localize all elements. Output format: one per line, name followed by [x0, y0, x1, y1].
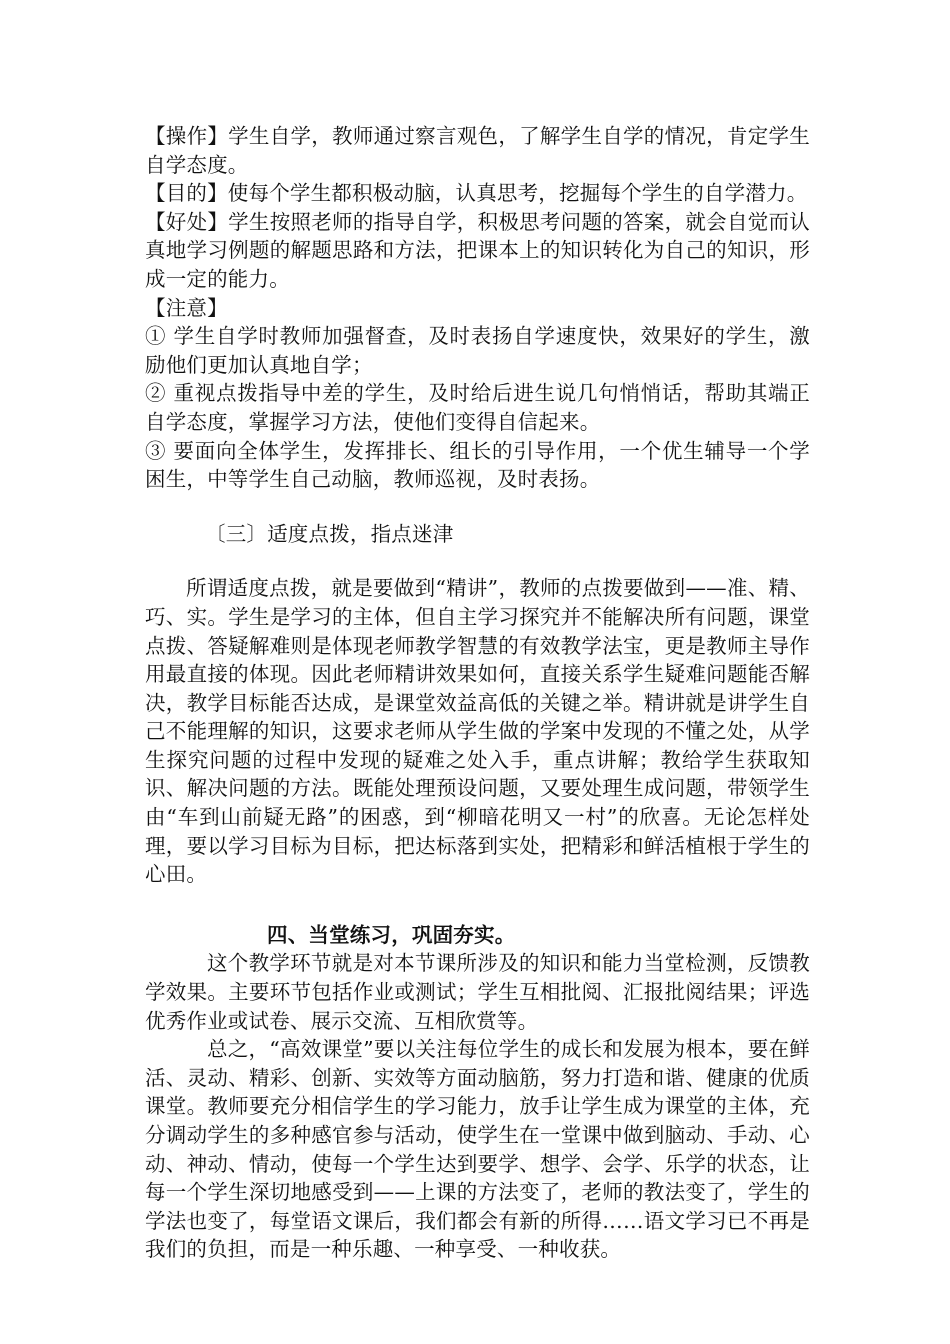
document-page [145, 122, 810, 1264]
notes-title: 【注意】 [145, 295, 228, 320]
note-item-3: ③ 要面向全体学生，发挥排长、组长的引导作用，一个优生辅导一个学困生，中等学生自己动脑，教师巡视，及时表扬。 [145, 438, 810, 492]
spacer [145, 494, 810, 520]
spacer [145, 889, 810, 921]
note-item-1: ① 学生自学时教师加强督查，及时表扬自学速度快，效果好的学生，激励他们更加认真地自学； [145, 324, 810, 377]
section4-body: 这个教学环节就是对本节课所涉及的知识和能力当堂检测，反馈教学效果。主要环节包括作业或测试；学生互相批阅、汇报批阅结果；评选优秀作业或试卷、展示交流、互相欣赏等。 [145, 951, 810, 1033]
purpose-paragraph: 【目的】使每个学生都积极动脑，认真思考，挖掘每个学生的自学潜力。 [145, 181, 808, 206]
subsection-title: 〔三〕适度点拨，指点迷津 [205, 521, 454, 546]
benefit-paragraph: 【好处】学生按照老师的指导自学，积极思考问题的答案，就会自觉而认真地学习例题的解题思路和方法，把课本上的知识转化为自己的知识，形成一定的能力。 [145, 209, 810, 291]
spacer [145, 548, 810, 574]
section4-title: 四、当堂练习，巩固夯实。 [267, 922, 516, 947]
subsection-body: 所谓适度点拨，就是要做到“精讲”，教师的点拨要做到——准、精、巧、实。学生是学习的主体，但自主学习探究并不能解决所有问题，课堂点拨、答疑解难则是体现老师教学智慧的有效教学法宝，更是教师主导作用最直接的体现。因此老师精讲效果如何，直接关系学生疑难问题能否解决，教学目标能否达成，是课堂效益高低的关键之举。精讲就是讲学生自己不能理解的知识，这要求老师从学生做的学案中发现的不懂之处，从学生探究问题的过程中发现的疑难之处入手，重点讲解；教给学生获取知识、解决问题的方法。既能处理预设问题，又要处理生成问题，带领学生由“车到山前疑无路”的困惑，到“柳暗花明又一村”的欣喜。无论怎样处理，要以学习目标为目标，把达标落到实处，把精彩和鲜活植根于学生的心田。 [145, 576, 810, 887]
operation-paragraph: 【操作】学生自学，教师通过察言观色，了解学生自学的情况，肯定学生自学态度。 [145, 124, 810, 177]
conclusion-paragraph: 总之，“高效课堂”要以关注每位学生的成长和发展为根本，要在鲜活、灵动、精彩、创新、实效等方面动脑筋，努力打造和谐、健康的优质课堂。教师要充分相信学生的学习能力，放手让学生成为课堂的主体，充分调动学生的多种感官参与活动，使学生在一堂课中做到脑动、手动、心动、神动、情动，使每一个学生达到要学、想学、会学、乐学的状态，让每一个学生深切地感受到——上课的方法变了，老师的教法变了，学生的学法也变了，每堂语文课后，我们都会有新的所得……语文学习已不再是我们的负担，而是一种乐趣、一种享受、一种收获。 [145, 1037, 810, 1262]
note-item-2: ② 重视点拨指导中差的学生，及时给后进生说几句悄悄话，帮助其端正自学态度，掌握学习方法，使他们变得自信起来。 [145, 381, 810, 434]
